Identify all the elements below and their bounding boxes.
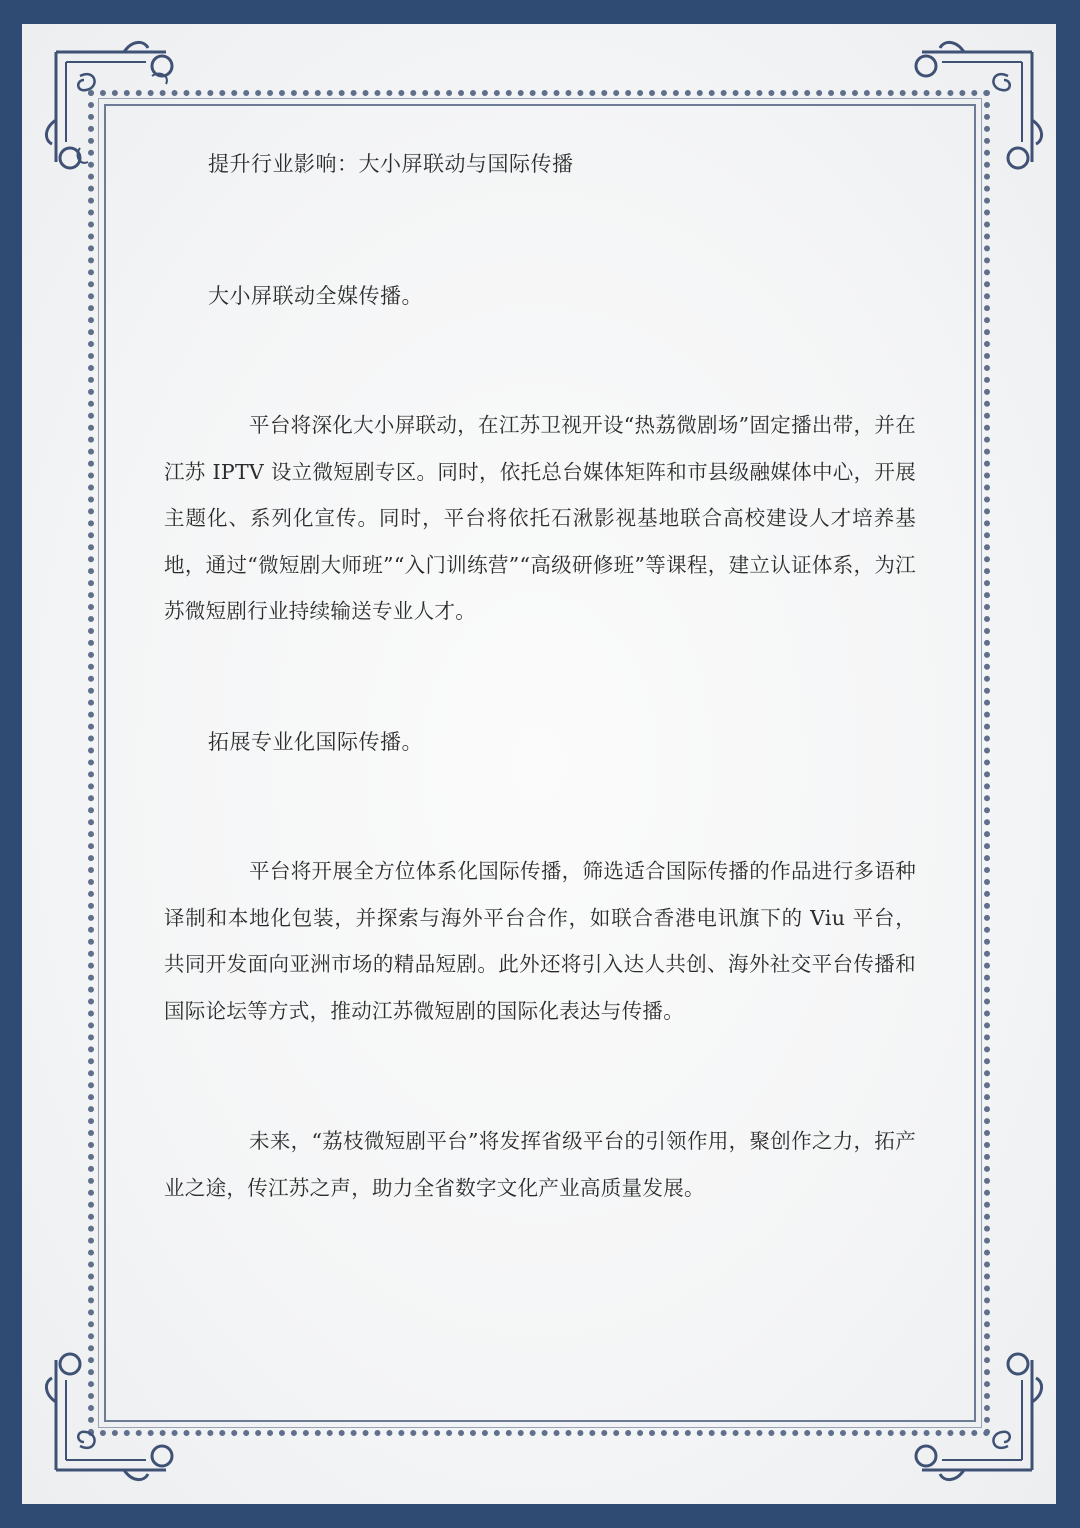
document-page	[22, 24, 1056, 1504]
section2-heading: 拓展专业化国际传播。	[208, 730, 423, 754]
section2-paragraph: 平台将开展全方位体系化国际传播，筛选适合国际传播的作品进行多语种译制和本地化包装，并探索与海外平台合作，如联合香港电讯旗下的 Viu 平台，共同开发面向亚洲市场的精品短剧。此外还将引入达人共创、海外社交平台传播和国际论坛等方式，推动江苏微短剧的国际化表达与传播。	[164, 859, 916, 1023]
page-title: 提升行业影响：大小屏联动与国际传播	[208, 152, 574, 176]
closing-paragraph: 未来，“荔枝微短剧平台”将发挥省级平台的引领作用，聚创作之力，拓产业之途，传江苏之声，助力全省数字文化产业高质量发展。	[164, 1129, 916, 1200]
document-body	[22, 24, 1056, 1504]
section1-paragraph: 平台将深化大小屏联动，在江苏卫视开设“热荔微剧场”固定播出带，并在江苏 IPTV 设立微短剧专区。同时，依托总台媒体矩阵和市县级融媒体中心，开展主题化、系列化宣传。同时，平台将依托石湫影视基地联合高校建设人才培养基地，通过“微短剧大师班”“入门训练营”“高级研修班”等课程，建立认证体系，为江苏微短剧行业持续输送专业人才。	[164, 413, 916, 623]
section1-heading: 大小屏联动全媒传播。	[208, 284, 423, 308]
